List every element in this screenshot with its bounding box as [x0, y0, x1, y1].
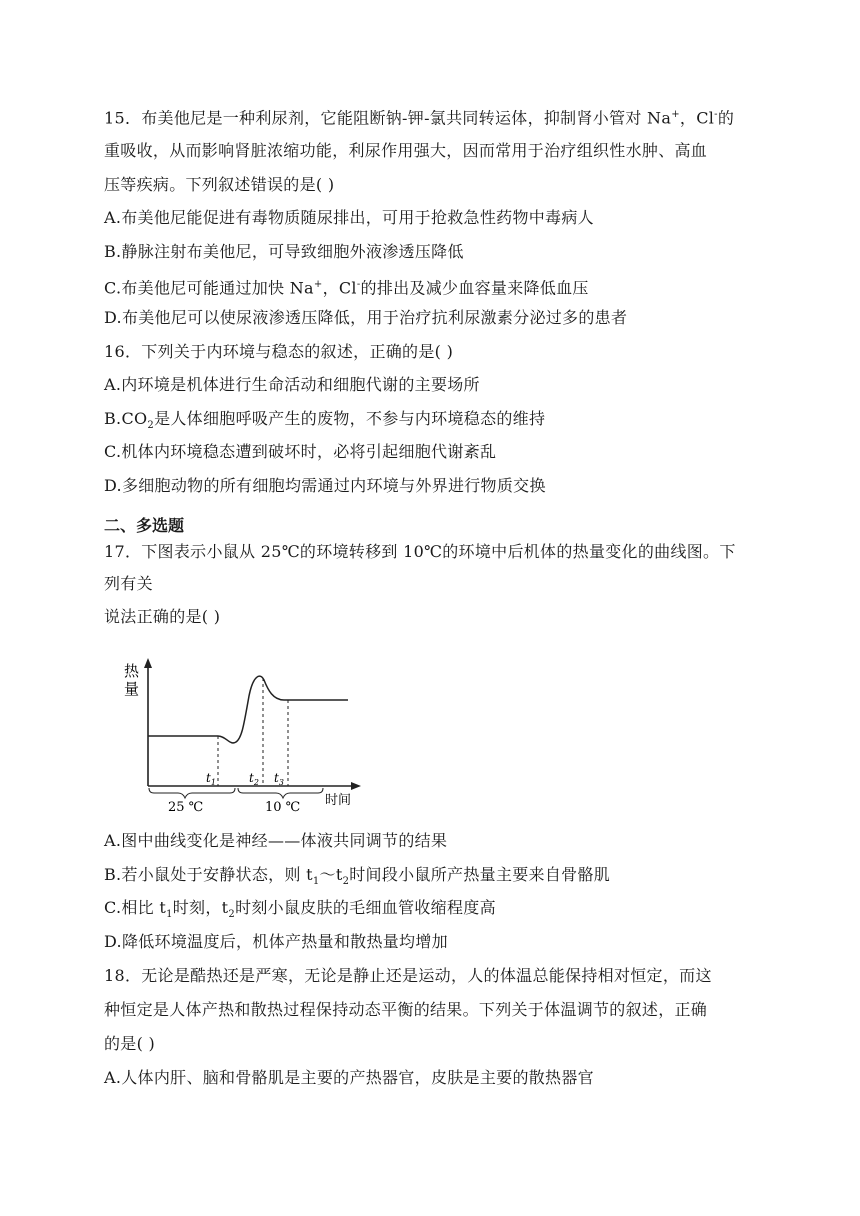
t3-label: $t_3$: [274, 771, 284, 787]
y-label-1: 热: [124, 662, 140, 680]
q15-option-d: D.布美他尼可以使尿液渗透压降低，用于治疗抗利尿激素分泌过多的患者: [104, 308, 628, 327]
heat-curve-figure: [118, 654, 368, 816]
q15-stem-line2: 重吸收，从而影响肾脏浓缩功能，利尿作用强大，因而常用于治疗组织性水肿、高血: [104, 141, 708, 160]
t2-label: $t_2$: [249, 771, 259, 787]
q18-stem-line2: 种恒定是人体产热和散热过程保持动态平衡的结果。下列关于体温调节的叙述，正确: [104, 1000, 708, 1019]
heat-curve: [148, 676, 348, 743]
range-label-25: 25 ℃: [168, 800, 204, 815]
q17-option-c: C.相比 $t_1$时刻，$t_2$时刻小鼠皮肤的毛细血管收缩程度高: [104, 898, 496, 921]
y-axis-arrow: [144, 658, 152, 668]
q18-option-a: A.人体内肝、脑和骨骼肌是主要的产热器官，皮肤是主要的散热器官: [104, 1068, 594, 1087]
q15-stem-line1: 15．布美他尼是一种利尿剂，它能阻断钠-钾-氯共同转运体，抑制肾小管对 Na+，Cl-的: [104, 108, 735, 128]
q17-option-a: A.图中曲线变化是神经——体液共同调节的结果: [104, 831, 448, 850]
q15-option-c: C.布美他尼可能通过加快 Na+，Cl-的排出及减少血容量来降低血压: [104, 278, 589, 298]
q15-stem-line3: 压等疾病。下列叙述错误的是( ): [104, 175, 335, 194]
range-brace-10: [238, 788, 323, 798]
q16-stem: 16．下列关于内环境与稳态的叙述，正确的是( ): [104, 342, 454, 361]
heat-curve-svg: [118, 654, 368, 816]
q16-option-c: C.机体内环境稳态遭到破坏时，必将引起细胞代谢紊乱: [104, 442, 497, 461]
x-axis-arrow: [351, 782, 361, 790]
q16-option-a: A.内环境是机体进行生命活动和细胞代谢的主要场所: [104, 375, 480, 394]
q16-option-b: $B.CO_2$是人体细胞呼吸产生的废物，不参与内环境稳态的维持: [104, 409, 546, 432]
q17-stem-line1: 17．下图表示小鼠从 25℃的环境转移到 10℃的环境中后机体的热量变化的曲线图。下: [104, 542, 736, 561]
q17-option-d: D.降低环境温度后，机体产热量和散热量均增加: [104, 932, 448, 951]
q15-option-a: A.布美他尼能促进有毒物质随尿排出，可用于抢救急性药物中毒病人: [104, 208, 594, 227]
q15-option-b: B.静脉注射布美他尼，可导致细胞外液渗透压降低: [104, 242, 464, 261]
q17-stem-line3: 说法正确的是( ): [104, 607, 221, 626]
q18-stem-line3: 的是( ): [104, 1034, 156, 1053]
t1-label: $t_1$: [206, 771, 216, 787]
section-heading-multiple-choice: 二、多选题: [104, 516, 185, 535]
range-brace-25: [149, 788, 235, 798]
range-label-10: 10 ℃: [265, 800, 301, 815]
x-axis-label: 时间: [325, 793, 352, 808]
q17-stem-line2: 列有关: [104, 574, 153, 593]
q16-option-d: D.多细胞动物的所有细胞均需通过内环境与外界进行物质交换: [104, 476, 546, 495]
q17-option-b: B.若小鼠处于安静状态，则 $t_1\sim t_2$时间段小鼠所产热量主要来自骨骼肌: [104, 865, 611, 888]
y-label-2: 量: [124, 680, 140, 698]
q18-stem-line1: 18．无论是酷热还是严寒，无论是静止还是运动，人的体温总能保持相对恒定，而这: [104, 966, 712, 985]
